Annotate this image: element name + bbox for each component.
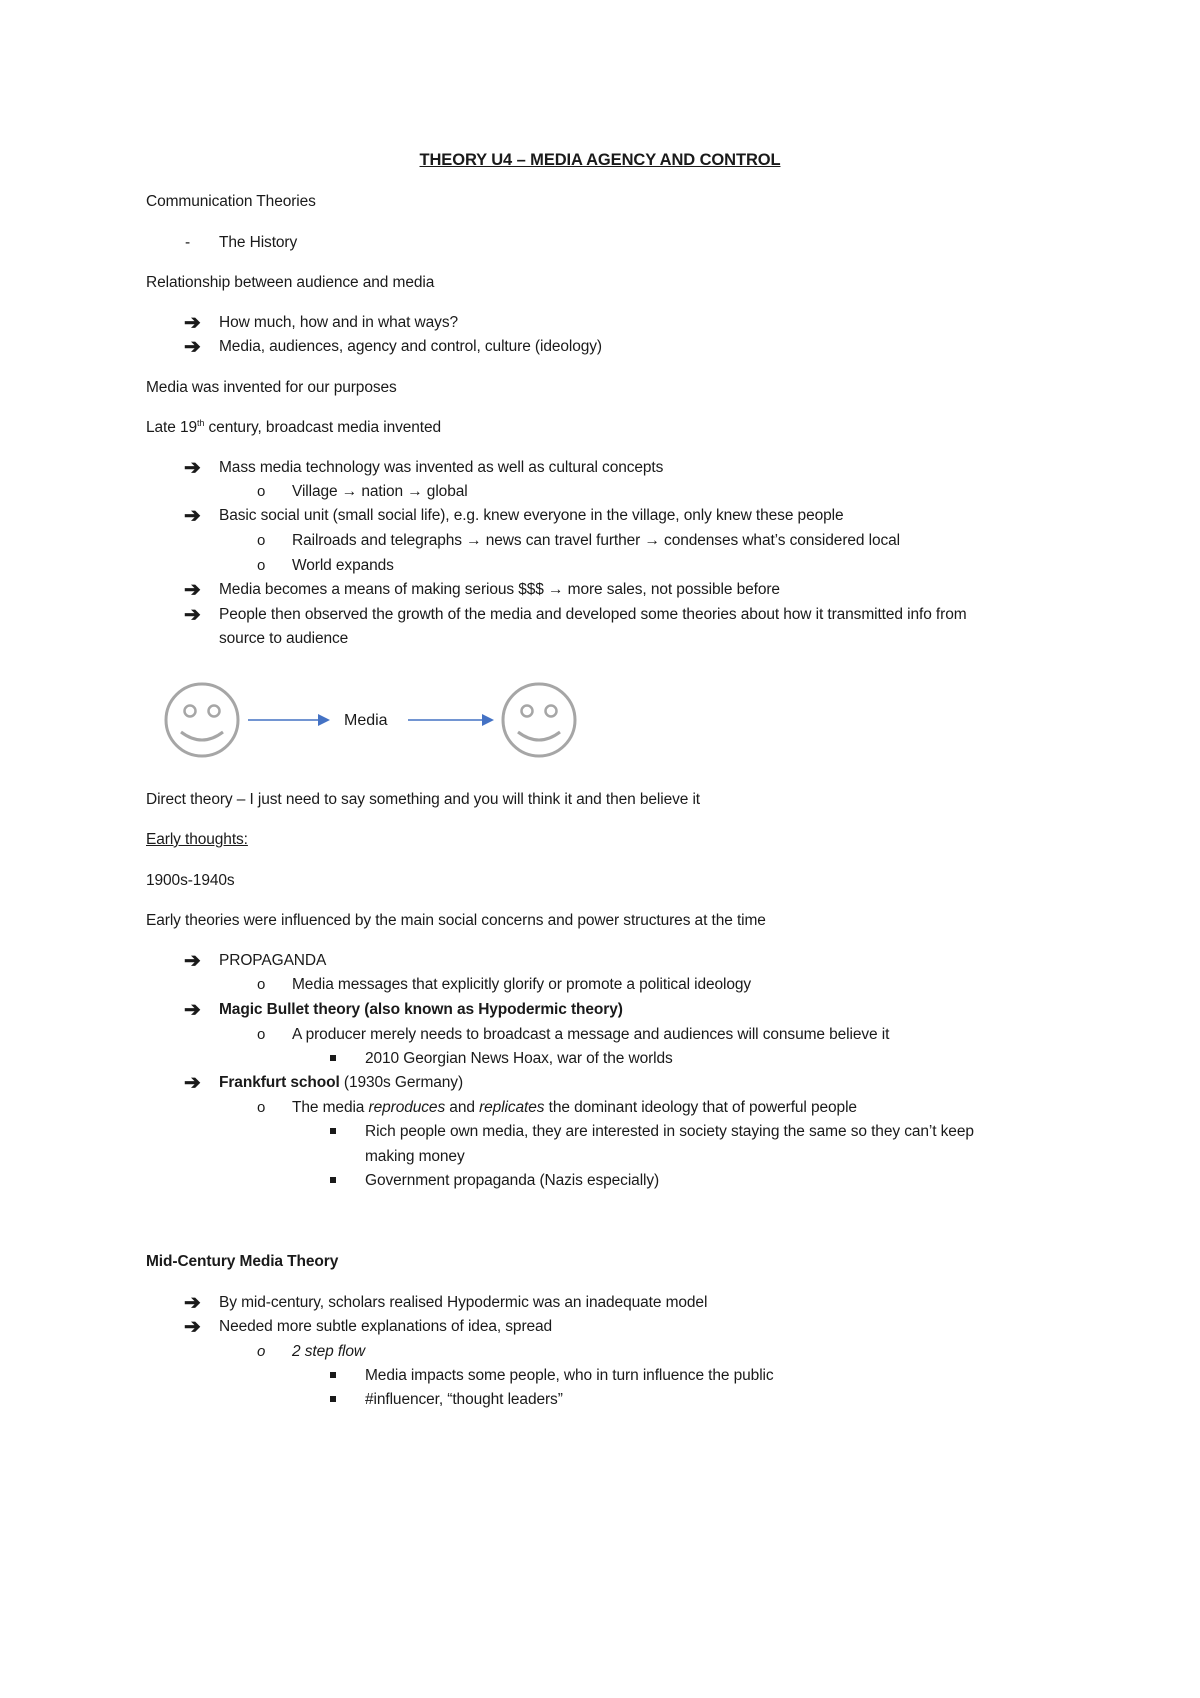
arrow-bullet-icon: ➔ xyxy=(184,1292,201,1314)
dash-marker: - xyxy=(185,234,191,251)
list-item-world-expands: World expands xyxy=(292,557,394,574)
list-item-rich-people-line2: making money xyxy=(365,1148,465,1165)
paragraph-direct-theory: Direct theory – I just need to say something and you will think it and then believe it xyxy=(146,791,701,808)
flow-arrow-right-icon xyxy=(408,714,494,726)
list-item-media-reproduces xyxy=(292,1098,857,1118)
paragraph-years: 1900s-1940s xyxy=(146,872,235,889)
list-item-the-history: The History xyxy=(219,234,298,251)
paragraph-invented-purposes: Media was invented for our purposes xyxy=(146,379,397,396)
paragraph-late-19th-century xyxy=(146,418,441,438)
arrow-bullet-icon: ➔ xyxy=(184,1316,201,1338)
square-bullet-icon xyxy=(330,1396,336,1402)
list-item-frankfurt xyxy=(219,1073,463,1093)
arrow-bullet-icon: ➔ xyxy=(184,604,201,626)
list-item-basic-social: Basic social unit (small social life), e.g. knew everyone in the village, only knew these people xyxy=(219,507,844,524)
media-repro-italic-reproduces: reproduces xyxy=(368,1099,446,1116)
diagram-media-label: Media xyxy=(344,712,388,729)
list-item-how-much: How much, how and in what ways? xyxy=(219,314,458,331)
circle-bullet-icon: o xyxy=(257,1343,266,1360)
frankfurt-school-label: Frankfurt school xyxy=(219,1074,340,1091)
arrow-bullet-icon: ➔ xyxy=(184,950,201,972)
circle-bullet-icon: o xyxy=(257,532,266,549)
arrow-bullet-icon: ➔ xyxy=(184,579,201,601)
list-item-government-propaganda: Government propaganda (Nazis especially) xyxy=(365,1172,660,1189)
smiley-face-receiver-icon xyxy=(503,684,575,756)
heading-mid-century: Mid-Century Media Theory xyxy=(146,1253,339,1270)
square-bullet-icon xyxy=(330,1128,336,1134)
flow-arrow-left-icon xyxy=(248,714,330,726)
list-item-propaganda-definition: Media messages that explicitly glorify or promote a political ideology xyxy=(292,976,752,993)
paragraph-early-theories: Early theories were influenced by the main social concerns and power structures at the time xyxy=(146,912,766,929)
late-19-superscript: th xyxy=(197,417,205,428)
media-repro-part: the dominant ideology that of powerful people xyxy=(544,1099,857,1116)
list-item-media-audiences: Media, audiences, agency and control, culture (ideology) xyxy=(219,338,602,355)
media-repro-part: The media xyxy=(292,1099,369,1116)
media-repro-part: and xyxy=(445,1099,480,1116)
arrow-bullet-icon: ➔ xyxy=(184,312,201,334)
circle-bullet-icon: o xyxy=(257,1099,266,1116)
arrow-bullet-icon: ➔ xyxy=(184,999,201,1021)
heading-communication-theories: Communication Theories xyxy=(146,193,316,210)
media-flow-diagram xyxy=(150,680,590,770)
list-item-propaganda: PROPAGANDA xyxy=(219,952,327,969)
list-item-georgian-hoax: 2010 Georgian News Hoax, war of the worlds xyxy=(365,1050,673,1067)
list-item-railroads: Railroads and telegraphs → news can travel further → condenses what’s considered local xyxy=(292,532,901,549)
circle-bullet-icon: o xyxy=(257,557,266,574)
page-title: THEORY U4 – MEDIA AGENCY AND CONTROL xyxy=(419,151,781,169)
square-bullet-icon xyxy=(330,1372,336,1378)
square-bullet-icon xyxy=(330,1177,336,1183)
list-item-serious-money: Media becomes a means of making serious $$$ → more sales, not possible before xyxy=(219,581,780,598)
list-item-producer: A producer merely needs to broadcast a message and audiences will consume believe it xyxy=(292,1026,890,1043)
late-19-text: Late 19 xyxy=(146,419,198,436)
list-item-media-impacts: Media impacts some people, who in turn influence the public xyxy=(365,1367,774,1384)
list-item-by-mid-century: By mid-century, scholars realised Hypodermic was an inadequate model xyxy=(219,1294,708,1311)
list-item-people-observed-line2: source to audience xyxy=(219,630,349,647)
list-item-magic-bullet: Magic Bullet theory (also known as Hypodermic theory) xyxy=(219,1001,623,1018)
list-item-mass-media: Mass media technology was invented as well as cultural concepts xyxy=(219,459,664,476)
late-19-rest: century, broadcast media invented xyxy=(204,419,442,436)
arrow-bullet-icon: ➔ xyxy=(184,1072,201,1094)
arrow-bullet-icon: ➔ xyxy=(184,505,201,527)
circle-bullet-icon: o xyxy=(257,976,266,993)
smiley-face-sender-icon xyxy=(166,684,238,756)
frankfurt-detail: (1930s Germany) xyxy=(339,1074,464,1091)
arrow-bullet-icon: ➔ xyxy=(184,457,201,479)
list-item-subtle-explanations: Needed more subtle explanations of idea, spread xyxy=(219,1318,553,1335)
arrow-bullet-icon: ➔ xyxy=(184,336,201,358)
list-item-rich-people-line1: Rich people own media, they are interested in society staying the same so they can’t keep xyxy=(365,1123,974,1140)
heading-relationship: Relationship between audience and media xyxy=(146,274,435,291)
list-item-village: Village → nation → global xyxy=(292,483,468,500)
square-bullet-icon xyxy=(330,1055,336,1061)
media-repro-italic-replicates: replicates xyxy=(479,1099,545,1116)
circle-bullet-icon: o xyxy=(257,483,266,500)
list-item-people-observed-line1: People then observed the growth of the media and developed some theories about how it transmitted info from xyxy=(219,606,967,623)
circle-bullet-icon: o xyxy=(257,1026,266,1043)
list-item-influencer: #influencer, “thought leaders” xyxy=(365,1391,563,1408)
heading-early-thoughts: Early thoughts: xyxy=(146,831,248,848)
list-item-two-step-flow: 2 step flow xyxy=(292,1343,365,1360)
